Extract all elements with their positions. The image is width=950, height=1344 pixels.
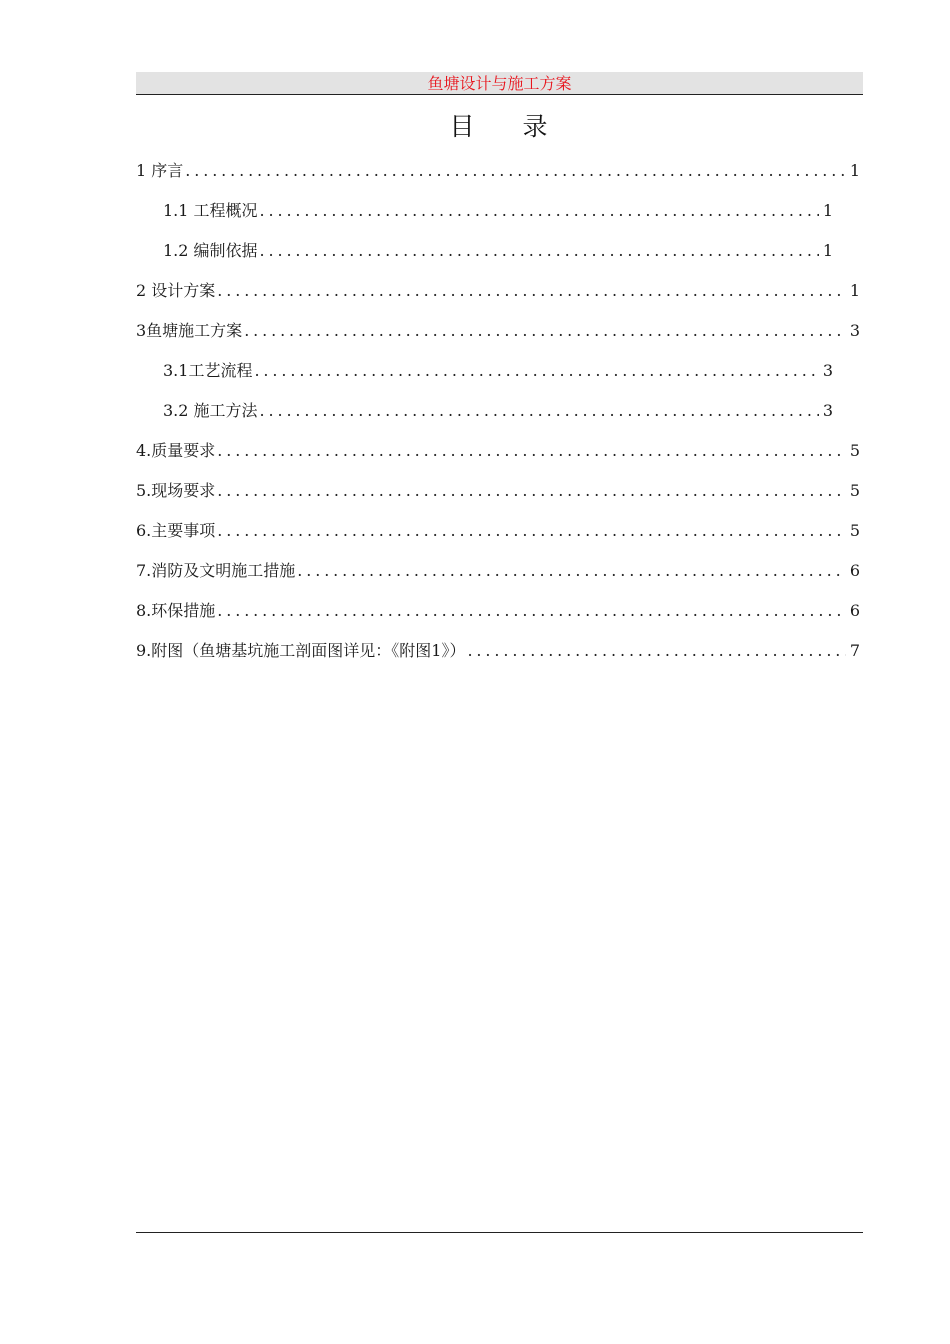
dot-leader [260,236,819,266]
toc-entry-5[interactable] [136,476,860,516]
dot-leader [244,316,846,346]
dot-leader [185,156,846,186]
table-of-contents [136,156,860,676]
toc-page-number: 6 [849,601,860,620]
toc-page-number: 5 [849,481,860,500]
toc-page-number: 3 [822,401,833,420]
toc-page-number: 5 [849,521,860,540]
toc-page-number: 1 [849,161,860,180]
dot-leader [260,196,819,226]
toc-entry-8[interactable] [136,596,860,636]
toc-entry-label: 3鱼塘施工方案 [136,321,243,340]
toc-entry-label: 1.2 编制依据 [163,241,258,260]
dot-leader [217,276,846,306]
dot-leader [260,396,819,426]
toc-entry-3-2[interactable] [136,396,860,436]
dot-leader [217,436,846,466]
toc-entry-4[interactable] [136,436,860,476]
toc-entry-label: 6.主要事项 [136,521,216,540]
toc-entry-label: 8.环保措施 [136,601,216,620]
toc-entry-3[interactable] [136,316,860,356]
dot-leader [217,596,846,626]
toc-entry-label: 7.消防及文明施工措施 [136,561,296,580]
toc-page-number: 3 [822,361,833,380]
dot-leader [217,476,846,506]
toc-entry-2[interactable] [136,276,860,316]
toc-page-number: 1 [822,241,833,260]
toc-page-number: 1 [822,201,833,220]
toc-page-number: 1 [849,281,860,300]
dot-leader [297,556,846,586]
toc-entry-label: 5.现场要求 [136,481,216,500]
toc-entry-label: 1 序言 [136,161,184,180]
toc-page-number: 7 [849,641,860,660]
toc-page-number: 6 [849,561,860,580]
running-header [136,72,863,95]
toc-entry-label: 2 设计方案 [136,281,216,300]
toc-entry-1[interactable] [136,156,860,196]
toc-heading-left: 目 [449,112,477,141]
toc-entry-6[interactable] [136,516,860,556]
toc-entry-label: 1.1 工程概况 [163,201,258,220]
dot-leader [467,636,845,666]
dot-leader [254,356,818,386]
toc-entry-9[interactable] [136,636,860,676]
toc-entry-3-1[interactable] [136,356,860,396]
toc-entry-1-1[interactable] [136,196,860,236]
footer-rule [136,1232,863,1233]
dot-leader [217,516,846,546]
toc-page-number: 5 [849,441,860,460]
toc-page-number: 3 [849,321,860,340]
toc-heading-right: 录 [522,112,550,141]
toc-heading [136,110,863,144]
document-title: 鱼塘设计与施工方案 [427,74,572,93]
toc-entry-label: 9.附图（鱼塘基坑施工剖面图详见：《附图1》） [136,641,466,660]
toc-entry-label: 4.质量要求 [136,441,216,460]
toc-entry-label: 3.1工艺流程 [163,361,253,380]
toc-entry-7[interactable] [136,556,860,596]
toc-entry-1-2[interactable] [136,236,860,276]
toc-entry-label: 3.2 施工方法 [163,401,258,420]
